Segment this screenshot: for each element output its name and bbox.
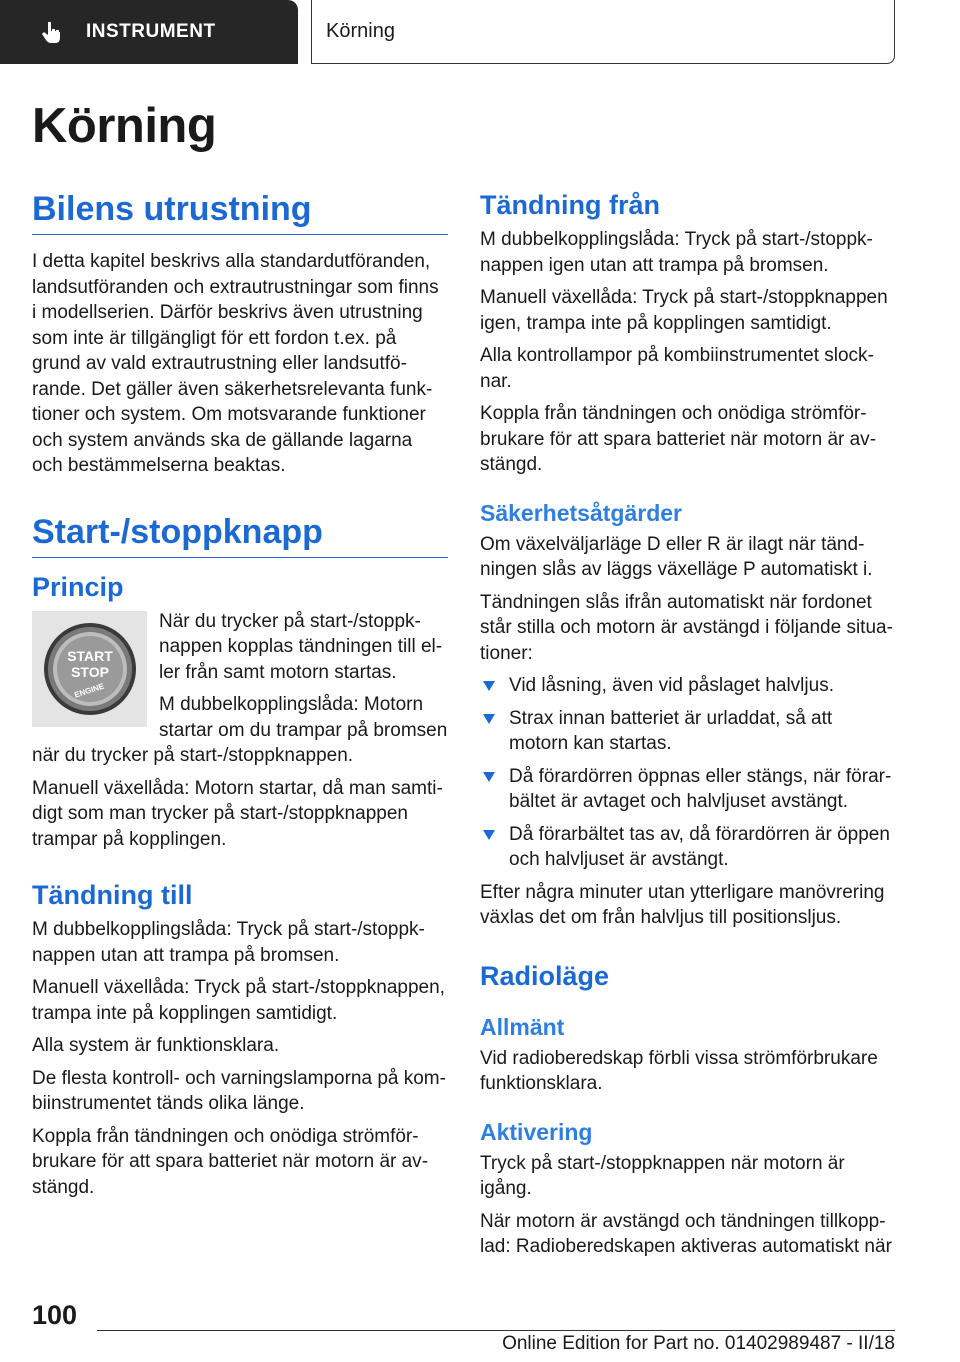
header-chapter-label: Körning <box>326 20 395 42</box>
paragraph-till-4: De flesta kontroll- och varningslamporna på kombiinstrumentet tänds olika länge. <box>32 1067 446 1114</box>
paragraph-bilens: I detta kapitel beskrivs alla standardutföranden, landsutföranden och extrautrustningar som finns i modellserien. Därför beskrivs även utrustning som inte är tillgängligt för ett fordon t.ex. på grund av vald extrautrustning eller landsutförande. Det gäller även säkerhetsrelevanta funktioner och system. Om motsvarande funktioner och system används ska de gällande lagarna och bestämmelserna beaktas. <box>32 251 439 476</box>
paragraph-sak-2: Tändningen slås ifrån automatiskt när fordonet står stilla och motorn är avstängd i följande situationer: <box>480 591 893 664</box>
button-text-stop: STOP <box>70 663 109 680</box>
heading-tandning-fran: Tändning från <box>480 190 660 220</box>
pointing-hand-icon <box>40 20 64 44</box>
triangle-bullet-icon <box>483 681 495 691</box>
footer-divider <box>97 1330 895 1331</box>
heading-start-stoppknapp: Start-/stoppknapp <box>32 513 448 558</box>
triangle-bullet-icon <box>483 772 495 782</box>
page-title: Körning <box>32 99 217 153</box>
header-section-label: INSTRUMENT <box>86 21 216 42</box>
triangle-bullet-icon <box>483 714 495 724</box>
paragraph-till-1: M dubbelkopplingslåda: Tryck på start-/stoppknappen utan att trampa på bromsen. <box>32 919 425 966</box>
start-stop-engine-icon <box>40 619 140 719</box>
paragraph-princip-1: När du trycker på start-/stoppknappen kopplas tändningen till eller från samt motorn startas. <box>159 610 443 683</box>
paragraph-fran-1: M dubbelkopplingslåda: Tryck på start-/stoppknappen igen utan att trampa på bromsen. <box>480 229 873 276</box>
triangle-bullet-icon <box>483 830 495 840</box>
button-text-engine: ENGINE <box>72 681 105 700</box>
list-item: Strax innan batteriet är urladdat, så att motorn kan startas. <box>480 706 896 757</box>
paragraph-till-2: Manuell växellåda: Tryck på start-/stoppknappen, trampa inte på kopplingen samtidigt. <box>32 977 445 1024</box>
paragraph-fran-4: Koppla från tändningen och onödiga strömförbrukare för att spara batteriet när motorn är avstängd. <box>480 403 877 475</box>
paragraph-fran-2: Manuell växellåda: Tryck på start-/stoppknappen igen, trampa inte på kopplingen samtidigt. <box>480 287 888 334</box>
heading-aktivering: Aktivering <box>480 1118 593 1145</box>
header-section-tab <box>0 0 298 64</box>
paragraph-till-5: Koppla från tändningen och onödiga strömförbrukare för att spara batteriet när motorn är avstängd. <box>32 1125 429 1198</box>
footer-edition: Online Edition for Part no. 01402989487 - II/18 <box>502 1333 895 1354</box>
paragraph-aktivering-1: Tryck på start-/stoppknappen när motorn är igång. <box>480 1152 845 1199</box>
bullet-list <box>480 673 896 873</box>
paragraph-aktivering-2: När motorn är avstängd och tändningen tillkopplad: Radioberedskapen aktiveras automatiskt när <box>480 1210 892 1257</box>
paragraph-sak-3: Efter några minuter utan ytterligare manövrering växlas det om från halvljus till positionsljus. <box>480 881 885 928</box>
start-stop-button-image <box>32 611 147 727</box>
paragraph-princip-3: Manuell växellåda: Motorn startar, då man samtidigt som man trycker på start-/stoppknappen trampar på kopplingen. <box>32 777 443 850</box>
header-chapter-box <box>311 0 895 64</box>
heading-sakerhetsatgarder: Säkerhetsåtgärder <box>480 499 682 526</box>
left-column <box>32 190 448 1207</box>
right-column <box>480 190 896 1267</box>
paragraph-princip-2: M dubbelkopplingslåda: Motorn startar om du trampar på bromsen när du trycker på start-/stoppknappen. <box>32 694 448 766</box>
paragraph-sak-1: Om växelväljarläge D eller R är ilagt när tändningen slås av läggs växelläge P automatiskt i. <box>480 533 873 580</box>
paragraph-fran-3: Alla kontrollampor på kombiinstrumentet slocknar. <box>480 345 874 392</box>
heading-princip: Princip <box>32 571 124 602</box>
list-item: Då förarbältet tas av, då förardörren är öppen och halvljuset är avstängt. <box>480 822 896 873</box>
heading-bilens-utrustning: Bilens utrustning <box>32 190 448 235</box>
paragraph-allmant: Vid radioberedskap förbli vissa strömförbrukare funktionsklara. <box>480 1047 878 1094</box>
list-item: Vid låsning, även vid påslaget halvljus. <box>480 673 896 699</box>
heading-allmant: Allmänt <box>480 1013 565 1040</box>
list-item: Då förardörren öppnas eller stängs, när förarbältet är avtaget och halvljuset avstängt. <box>480 764 896 815</box>
princip-block <box>32 609 448 776</box>
heading-radiolage: Radioläge <box>480 960 610 991</box>
button-text-start: START <box>66 647 113 664</box>
heading-tandning-till: Tändning till <box>32 880 193 910</box>
paragraph-till-3: Alla system är funktionsklara. <box>32 1035 280 1056</box>
page-number: 100 <box>32 1300 78 1330</box>
